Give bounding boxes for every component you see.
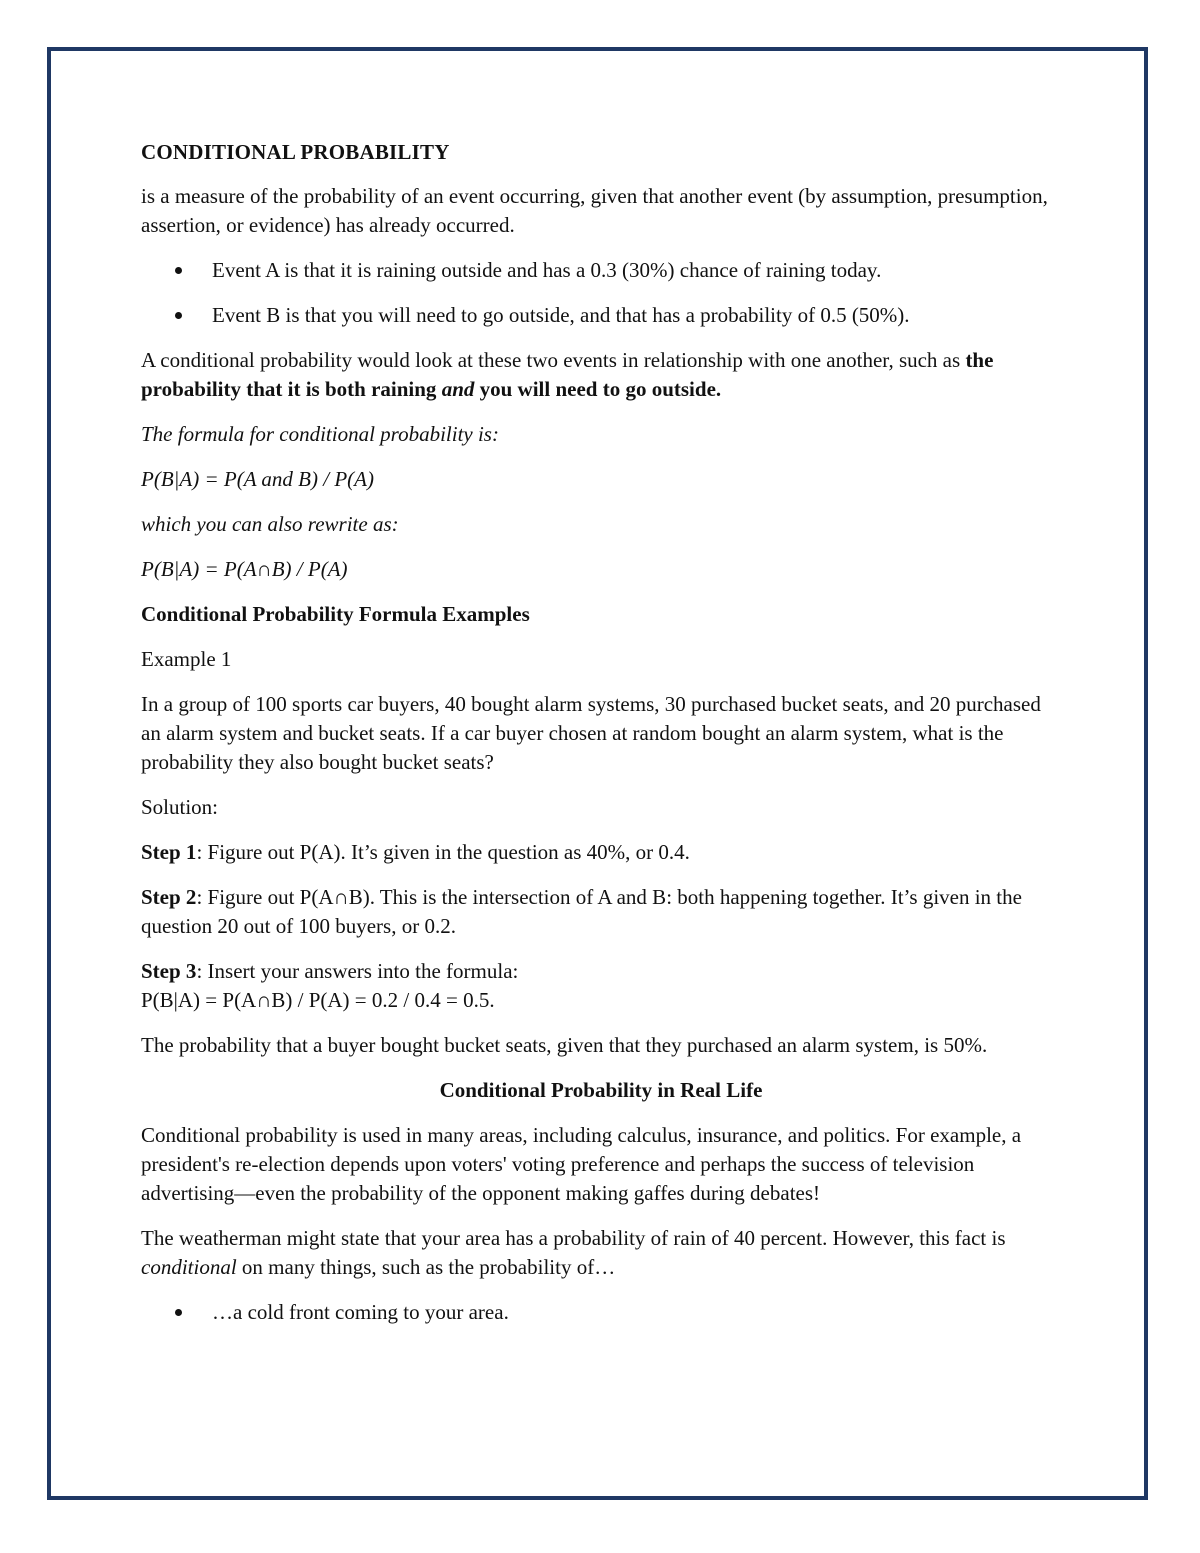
list-item [141,301,1061,330]
step-1 [141,838,1061,867]
weather-lead: The weatherman might state that your area has a probability of rain of 40 percent. However, this fact is [141,1226,1006,1250]
bullet-icon [175,312,182,319]
example-problem: In a group of 100 sports car buyers, 40 bought alarm systems, 30 purchased bucket seats, and 20 purchased an alarm system and bucket seats. If a car buyer chosen at random bought an alarm system, what is the probability they also bought bucket seats? [141,692,1041,774]
step-2 [141,883,1061,941]
weather-tail: on many things, such as the probability of… [236,1255,616,1279]
real-life-paragraph: Conditional probability is used in many areas, including calculus, insurance, and politics. For example, a president's re-election depends upon voters' voting preference and perhaps the success of television advertising—even the probability of the opponent making gaffes during debates! [141,1123,1022,1205]
step-3 [141,957,1061,1015]
step-text: : Figure out P(A). It’s given in the question as 40%, or 0.4. [196,840,690,864]
step-formula: P(B|A) = P(A∩B) / P(A) = 0.2 / 0.4 = 0.5. [141,988,495,1012]
step-label: Step 2 [141,885,197,909]
list-item [141,1298,1061,1327]
event-a-text: Event A is that it is raining outside and has a 0.3 (30%) chance of raining today. [212,258,882,282]
real-life-heading: Conditional Probability in Real Life [439,1078,763,1102]
formula-intersection: P(B|A) = P(A∩B) / P(A) [141,557,348,581]
step-text: : Figure out P(A∩B). This is the intersection of A and B: both happening together. It’s given in the question 20 out of 100 buyers, or 0.2. [141,885,1022,938]
relationship-lead: A conditional probability would look at these two events in relationship with one another, such as [141,348,966,372]
example-label: Example 1 [141,647,232,671]
weather-paragraph [141,1224,1061,1282]
cold-front-text: …a cold front coming to your area. [212,1300,509,1324]
step-text: : Insert your answers into the formula: [196,959,519,983]
step-label: Step 3 [141,959,197,983]
relationship-bold-2: you will need to go outside. [474,377,722,401]
weather-list [141,1298,1061,1327]
formula-intro: The formula for conditional probability is: [141,422,499,446]
relationship-bold-italic: and [441,377,475,401]
examples-heading: Conditional Probability Formula Examples [141,602,530,626]
solution-label: Solution: [141,795,219,819]
relationship-paragraph [141,346,1061,404]
rewrite-intro: which you can also rewrite as: [141,512,399,536]
event-b-text: Event B is that you will need to go outside, and that has a probability of 0.5 (50%). [212,303,910,327]
definition-paragraph: is a measure of the probability of an event occurring, given that another event (by assumption, presumption, assertion, or evidence) has already occurred. [141,184,1048,237]
formula-and: P(B|A) = P(A and B) / P(A) [141,467,374,491]
conclusion-paragraph: The probability that a buyer bought bucket seats, given that they purchased an alarm system, is 50%. [141,1033,988,1057]
weather-italic: conditional [141,1255,237,1279]
relationship-bold-1: the probability that it is both raining [141,348,994,401]
document-body [141,138,1061,1343]
step-label: Step 1 [141,840,197,864]
bullet-icon [175,1309,182,1316]
bullet-icon [175,267,182,274]
page-title: CONDITIONAL PROBABILITY [141,140,450,164]
list-item [141,256,1061,285]
event-list [141,256,1061,330]
